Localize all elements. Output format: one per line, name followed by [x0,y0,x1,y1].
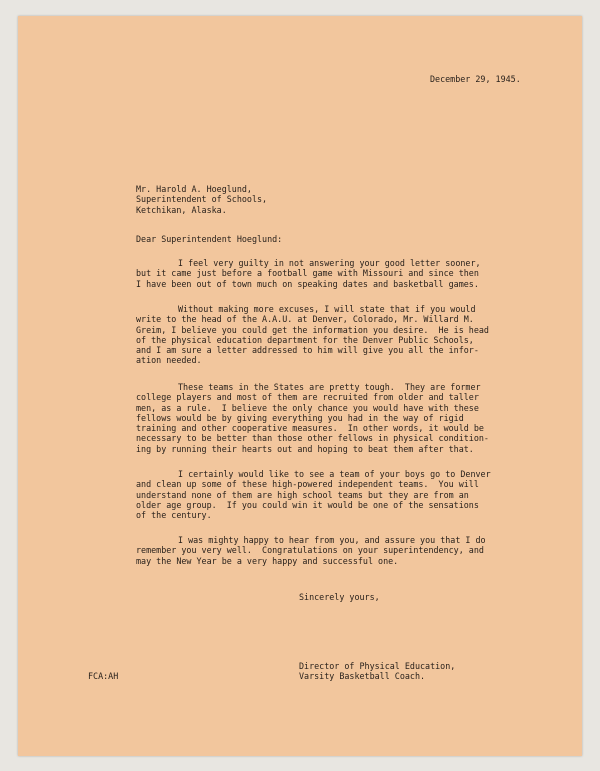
paragraph-3 [136,382,489,454]
paragraph-line: and I am sure a letter addressed to him will give you all the infor- [136,345,479,356]
paragraph-line: Greim, I believe you could get the information you desire. He is head [136,324,489,335]
paragraph-line: ation needed. [136,355,202,366]
paragraph-line: write to the head of the A.A.U. at Denver, Colorado, Mr. Willard M. [136,314,474,325]
paragraph-line: I was mighty happy to hear from you, and assure you that I do [178,535,486,545]
paragraph-line: Without making more excuses, I will state that if you would [178,304,476,314]
paragraph-line: men, as a rule. I believe the only chance you would have with these [136,402,479,413]
paragraph-line: but it came just before a football game with Missouri and since then [136,268,479,279]
paragraph-line: I have been out of town much on speaking dates and basketball games. [136,278,479,289]
letter-page [18,16,582,756]
paragraph-line: ing by running their hearts out and hoping to beat them after that. [136,443,474,454]
paragraph-4 [136,469,491,520]
paragraph-line: of the physical education department for the Denver Public Schools, [136,334,474,345]
signature-block [299,661,455,682]
salutation: Dear Superintendent Hoeglund: [136,234,283,244]
recipient-location: Ketchikan, Alaska. [136,204,227,215]
signature-title-2: Varsity Basketball Coach. [299,671,426,682]
paragraph-line: fellows would be by giving everything you had in the way of rigid [136,412,464,423]
signature-title-1: Director of Physical Education, [299,661,456,671]
paragraph-line: training and other cooperative measures. In other words, it would be [136,423,484,434]
paragraph-2 [136,304,489,366]
recipient-address [136,184,267,215]
closing: Sincerely yours, [299,592,380,602]
recipient-name: Mr. Harold A. Hoeglund, [136,184,252,194]
paragraph-1 [136,258,481,289]
paragraph-line: I certainly would like to see a team of your boys go to Denver [178,469,491,479]
paragraph-line: of the century. [136,510,212,521]
paragraph-line: necessary to be better than those other fellows in physical condition- [136,433,489,444]
paragraph-line: may the New Year be a very happy and successful one. [136,555,399,566]
paragraph-line: college players and most of them are recruited from older and taller [136,392,479,403]
letter-date: December 29, 1945. [430,74,521,84]
paragraph-line: remember you very well. Congratulations on your superintendency, and [136,545,484,556]
paragraph-line: These teams in the States are pretty tough. They are former [178,382,481,392]
recipient-title: Superintendent of Schools, [136,194,268,205]
paragraph-line: and clean up some of these high-powered independent teams. You will [136,479,479,490]
paragraph-line: older age group. If you could win it would be one of the sensations [136,499,479,510]
paragraph-line: I feel very guilty in not answering your good letter sooner, [178,258,481,268]
paragraph-line: understand none of them are high school teams but they are from an [136,489,469,500]
paragraph-5 [136,535,486,566]
reference-initials: FCA:AH [88,671,119,681]
